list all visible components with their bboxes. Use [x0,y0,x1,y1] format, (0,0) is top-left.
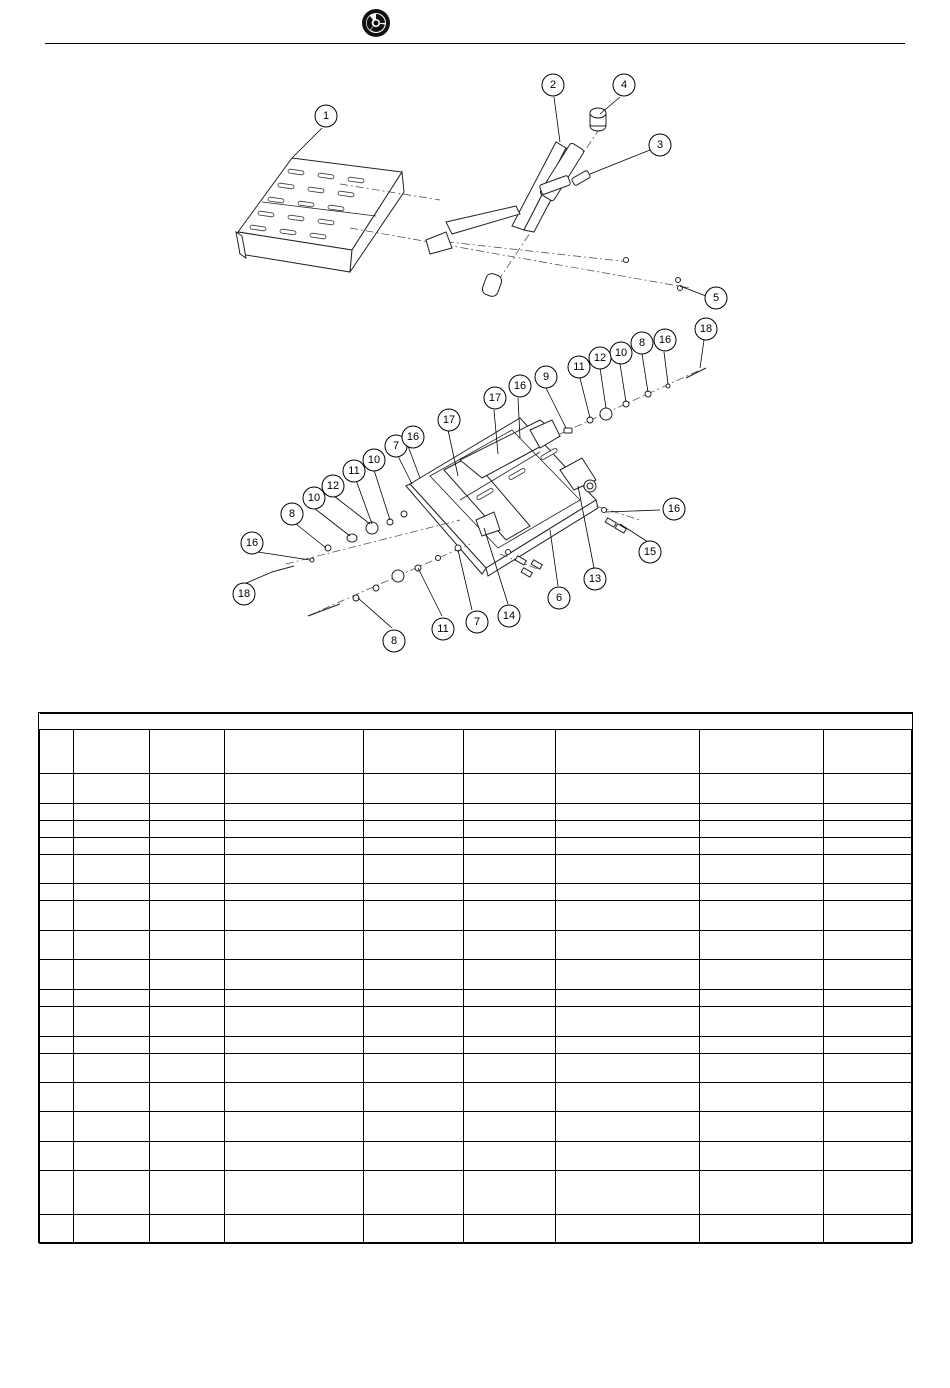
table-cell [74,1037,150,1054]
table-cell [824,1171,912,1215]
table-cell [824,1054,912,1083]
table-cell [40,960,74,990]
callout-8-lower [383,630,405,652]
callout-4 [613,74,635,96]
column-header [225,730,364,774]
svg-text:12: 12 [593,352,607,364]
table-cell [824,1142,912,1171]
svg-text:6: 6 [555,592,563,604]
callout-16-frame-left [402,426,424,448]
table-cell [556,1215,700,1244]
table-cell [824,960,912,990]
table-cell [40,1112,74,1142]
pedal-bracket-part [426,142,585,254]
table-cell [150,1037,225,1054]
table-cell [364,1215,464,1244]
table-cell [150,901,225,931]
table-cell [225,1112,364,1142]
table-cell [150,774,225,804]
table-cell [556,774,700,804]
callout-2 [542,74,564,96]
table-cell [364,884,464,901]
svg-text:2: 2 [549,79,557,91]
table-cell [464,990,556,1007]
table-cell [150,1112,225,1142]
table-cell [40,821,74,838]
table-cell [74,838,150,855]
callout-16-frame-right [663,498,685,520]
table-cell [700,838,824,855]
svg-text:16: 16 [406,431,420,443]
column-header [824,730,912,774]
callout-9 [535,366,557,388]
table-cell [40,1142,74,1171]
handle-grip-part [481,272,504,298]
callout-1 [315,105,337,127]
column-header [364,730,464,774]
table-cell [700,1037,824,1054]
table-cell [700,990,824,1007]
table-cell [824,1083,912,1112]
table-cell [464,1054,556,1083]
svg-text:10: 10 [614,347,628,359]
table-cell [364,774,464,804]
callout-3 [649,134,671,156]
table-cell [464,1215,556,1244]
table-cell [824,804,912,821]
callout-18-left [233,583,255,605]
table-cell [225,1142,364,1171]
table-cell [556,884,700,901]
svg-text:16: 16 [667,503,681,515]
callout-17-right [484,387,506,409]
table-cell [556,821,700,838]
svg-text:17: 17 [488,392,502,404]
callout-10-mid [363,449,385,471]
table-cell [464,774,556,804]
table-cell [225,1083,364,1112]
table-cell [464,838,556,855]
svg-text:12: 12 [326,480,340,492]
callout-11-left [343,460,365,482]
table-row [40,1054,912,1083]
table-cell [364,1007,464,1037]
table-cell [150,1171,225,1215]
table-cell [40,1171,74,1215]
table-row [40,804,912,821]
table-cell [74,821,150,838]
tray-part [236,158,404,272]
svg-text:18: 18 [237,588,251,600]
table-row [40,1083,912,1112]
svg-text:8: 8 [288,508,296,520]
table-cell [556,1171,700,1215]
table-cell [150,884,225,901]
table-cell [556,931,700,960]
table-cell [225,804,364,821]
svg-text:14: 14 [502,610,516,622]
table-cell [556,1112,700,1142]
svg-text:16: 16 [245,537,259,549]
callout-13 [584,568,606,590]
table-cell [40,1215,74,1244]
callout-11-right [568,356,590,378]
table-cell [40,1037,74,1054]
table-cell [700,1007,824,1037]
table-cell [74,1112,150,1142]
table-cell [40,901,74,931]
table-cell [40,931,74,960]
table-cell [464,855,556,884]
svg-text:10: 10 [367,454,381,466]
table-row [40,901,912,931]
table-cell [700,1054,824,1083]
table-cell [700,960,824,990]
table-cell [225,774,364,804]
table-cell [225,1037,364,1054]
table-cell [74,1083,150,1112]
callout-14 [498,605,520,627]
table-cell [556,1037,700,1054]
table-row [40,1112,912,1142]
table-cell [225,990,364,1007]
svg-text:8: 8 [390,635,398,647]
table-cell [464,1083,556,1112]
table-cell [464,1037,556,1054]
table-cell [464,1112,556,1142]
table-cell [74,1215,150,1244]
table-cell [150,821,225,838]
table-cell [74,774,150,804]
table-cell [40,804,74,821]
table-cell [40,1054,74,1083]
table-cell [824,1037,912,1054]
table-cell [150,990,225,1007]
table-cell [464,960,556,990]
table-cell [150,1215,225,1244]
table-cell [464,931,556,960]
table-cell [364,855,464,884]
table-cell [824,1215,912,1244]
callout-7-lower [466,611,488,633]
table-cell [700,821,824,838]
column-header [150,730,225,774]
parts-table [38,712,913,1243]
table-cell [824,884,912,901]
table-cell [40,774,74,804]
table-cell [40,855,74,884]
column-header [700,730,824,774]
callout-12-left [322,475,344,497]
table-cell [40,838,74,855]
table-cell [464,821,556,838]
table-row [40,838,912,855]
svg-text:16: 16 [513,380,527,392]
table-cell [556,855,700,884]
table-cell [150,1054,225,1083]
column-header [74,730,150,774]
table-cell [556,804,700,821]
table-cell [556,1142,700,1171]
svg-text:11: 11 [348,465,360,477]
svg-text:3: 3 [656,139,664,151]
table-cell [150,804,225,821]
table-cell [74,931,150,960]
table-cell [364,1142,464,1171]
svg-text:15: 15 [643,546,657,558]
table-row [40,1037,912,1054]
table-cell [464,1142,556,1171]
table-cell [225,1215,364,1244]
table-cell [464,1007,556,1037]
left-lower-shaft-stack [308,545,461,616]
table-cell [700,1112,824,1142]
callout-10-left [303,487,325,509]
callout-10-right [610,342,632,364]
table-row [40,960,912,990]
table-cell [700,931,824,960]
table-cell [700,884,824,901]
column-header [464,730,556,774]
table-cell [556,990,700,1007]
table-cell [74,1054,150,1083]
table-cell [150,855,225,884]
callout-8-right [631,332,653,354]
table-cell [556,1007,700,1037]
frame-part [406,418,598,576]
table-title [40,714,912,730]
svg-text:16: 16 [658,334,672,346]
table-row [40,774,912,804]
callout-15 [639,541,661,563]
callout-16-left [241,532,263,554]
svg-text:11: 11 [573,361,585,373]
callout-16-right [654,329,676,351]
table-cell [150,931,225,960]
table-cell [556,901,700,931]
table-cell [364,1083,464,1112]
table-cell [150,1142,225,1171]
table-cell [225,1007,364,1037]
table-cell [74,1142,150,1171]
table-cell [74,804,150,821]
column-header [40,730,74,774]
table-cell [824,838,912,855]
table-cell [225,884,364,901]
table-cell [824,855,912,884]
table-row [40,1171,912,1215]
table-cell [464,884,556,901]
table-cell [464,901,556,931]
svg-text:11: 11 [437,623,449,635]
table-cell [364,804,464,821]
table-cell [464,1171,556,1215]
callout-16-frame-top [509,375,531,397]
table-cell [700,855,824,884]
table-row [40,1215,912,1244]
table-cell [364,1037,464,1054]
table-cell [225,821,364,838]
svg-text:17: 17 [442,414,456,426]
svg-text:5: 5 [712,292,720,304]
svg-text:18: 18 [699,323,713,335]
table-cell [225,1054,364,1083]
table-cell [556,1083,700,1112]
table-cell [74,855,150,884]
table-cell [40,990,74,1007]
table-cell [150,1083,225,1112]
table-cell [824,821,912,838]
svg-text:9: 9 [542,371,550,383]
table-cell [74,990,150,1007]
table-row [40,931,912,960]
callout-17-left [438,409,460,431]
table-cell [364,838,464,855]
table-cell [364,990,464,1007]
table-cell [225,901,364,931]
table-cell [824,1007,912,1037]
table-cell [700,774,824,804]
table-cell [225,931,364,960]
upper-bolts [624,258,683,291]
table-cell [824,774,912,804]
svg-text:1: 1 [322,110,330,122]
table-row [40,821,912,838]
table-cell [150,960,225,990]
table-cell [40,1007,74,1037]
table-cell [74,1007,150,1037]
table-row [40,1142,912,1171]
table-cell [364,1112,464,1142]
table-cell [74,1171,150,1215]
table-cell [225,855,364,884]
table-cell [556,838,700,855]
svg-text:8: 8 [638,337,646,349]
table-row [40,884,912,901]
table-header-row [40,730,912,774]
table-cell [556,1054,700,1083]
table-row [40,990,912,1007]
table-cell [700,1142,824,1171]
table-row [40,855,912,884]
table-cell [464,804,556,821]
callout-18-right [695,318,717,340]
callout-11-lower [432,618,454,640]
svg-text:10: 10 [307,492,321,504]
pin-part [571,170,591,186]
table-cell [225,1171,364,1215]
svg-text:7: 7 [392,440,400,452]
table-cell [824,931,912,960]
callout-6 [548,587,570,609]
table-cell [364,901,464,931]
callout-8-left [281,503,303,525]
table-cell [364,960,464,990]
svg-text:4: 4 [620,79,628,91]
table-cell [700,1215,824,1244]
table-cell [74,960,150,990]
callout-5 [705,287,727,309]
table-cell [700,804,824,821]
table-cell [700,901,824,931]
callout-12-right [589,347,611,369]
column-header [556,730,700,774]
table-row [40,1007,912,1037]
table-cell [364,1171,464,1215]
table-cell [74,884,150,901]
table-cell [824,901,912,931]
table-cell [824,1112,912,1142]
table-cell [150,1007,225,1037]
table-cell [700,1171,824,1215]
table-cell [150,838,225,855]
table-cell [824,990,912,1007]
table-cell [700,1083,824,1112]
table-cell [40,1083,74,1112]
table-cell [364,821,464,838]
table-cell [40,884,74,901]
table-cell [225,960,364,990]
svg-text:7: 7 [473,616,481,628]
table-cell [74,901,150,931]
table-cell [225,838,364,855]
table-cell [556,960,700,990]
svg-text:13: 13 [588,573,602,585]
table-cell [364,931,464,960]
table-cell [364,1054,464,1083]
